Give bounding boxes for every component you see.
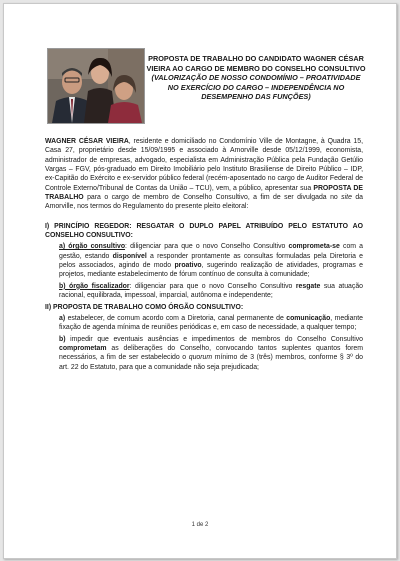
item-bold: comunicação <box>286 314 331 322</box>
intro-text: , residente e domiciliado no Condomínio Ville de Montagne, à Quadra 15, Casa 27, proprietário desde 15/09/1995 e associado à Amorville desde 05/12/1999, economista, administrador de empresas, advogado, especialista em Administração Pública pela Fundação Getúlio Vargas – FGV, pós-graduado em Direito Imobiliário pelo Instituto Brasiliense de Direito Público – IDP, ex-Capitão do Exército e ex-servidor público federal (recém-aposentado no cargo de Auditor Federal de Controle Externo/Tribunal de Contas da União – TCU), vem, a público, apresentar sua <box>45 138 363 192</box>
candidate-name: WAGNER CÉSAR VIEIRA <box>45 138 129 145</box>
item-text: : diligenciar para que o novo Conselho Consultivo <box>125 243 289 251</box>
item-label: b) <box>59 335 66 343</box>
proposal-heading <box>146 54 366 102</box>
intro-italic: site <box>341 194 352 202</box>
proposal-subtitle: (VALORIZAÇÃO DE NOSSO CONDOMÍNIO – PROATIVIDADE NO EXERCÍCIO DO CARGO – INDEPENDÊNCIA NO DESEMPENHO DAS FUNÇÕES) <box>151 73 361 102</box>
intro-text: da Amorville, nos termos do Regulamento do presente pleito eleitoral: <box>45 194 363 211</box>
section-1-title: I) PRINCÍPIO REGEDOR: RESGATAR O DUPLO PAPEL ATRIBUÍDO PELO ESTATUTO AO CONSELHO CONSULTIVO: <box>45 222 363 240</box>
document-page <box>3 3 397 559</box>
section-2-title: II) PROPOSTA DE TRABALHO COMO ÓRGÃO CONSULTIVO: <box>45 303 244 311</box>
item-text: com a gestão, estando <box>59 243 363 260</box>
proposal-body <box>45 137 363 372</box>
item-text: as deliberações do Conselho, convocando tantos suplentes quantos forem necessários, a fim de ser estabelecido o <box>59 344 363 362</box>
item-label: b) órgão fiscalizador <box>59 282 130 290</box>
candidate-family-photo <box>47 48 145 124</box>
item-text: a responder prontamente as consultas formuladas pela Diretoria e pelos associados, agindo de modo <box>59 252 364 270</box>
section-1-item-a <box>59 242 363 279</box>
item-label: a) órgão consultivo <box>59 243 126 251</box>
proposal-title: PROPOSTA DE TRABALHO DO CANDIDATO WAGNER CÉSAR VIEIRA AO CARGO DE MEMBRO DO CONSELHO CONSULTIVO <box>146 54 366 73</box>
item-bold: resgate <box>295 282 321 290</box>
item-italic: quorum <box>188 354 213 362</box>
intro-bold: PROPOSTA DE TRABALHO <box>45 184 364 202</box>
item-text: mínimo de 3 (três) membros, conforme § 3º do art. 22 do Estatuto, para que a comunidade não seja prejudicada; <box>59 354 363 371</box>
item-text: , sugerindo realização de atividades, programas e projetos, mediante estabelecimento de fórum contínuo de consulta à comunidade; <box>59 262 363 279</box>
section-2-item-a <box>59 314 363 333</box>
item-bold: proativo <box>174 262 202 270</box>
intro-text: para o cargo de membro de Conselho Consultivo, a fim de ser divulgada no <box>83 194 342 202</box>
item-bold: disponível <box>112 252 147 260</box>
section-2-item-b <box>59 335 363 372</box>
photo-image <box>48 49 144 123</box>
section-1-item-b <box>59 282 363 301</box>
item-text: estabelecer, de comum acordo com a Diretoria, canal permanente de <box>65 314 287 322</box>
page-number: 1 de 2 <box>191 522 209 528</box>
item-bold: comprometam <box>59 344 107 352</box>
item-text: : diligenciar para que o novo Conselho Consultivo <box>129 282 296 290</box>
intro-paragraph <box>45 137 363 212</box>
item-label: a) <box>59 314 66 322</box>
item-text: , mediante fixação de agenda mínima de reuniões periódicas e, em caso de necessidade, a qualquer tempo; <box>59 314 363 332</box>
item-text: sua atuação racional, equilibrada, impessoal, imparcial, autônoma e independente; <box>59 282 363 300</box>
item-text: impedir que eventuais ausências e impedimentos de membros do Conselho Consultivo <box>65 335 363 343</box>
item-bold: comprometa-se <box>288 243 340 251</box>
